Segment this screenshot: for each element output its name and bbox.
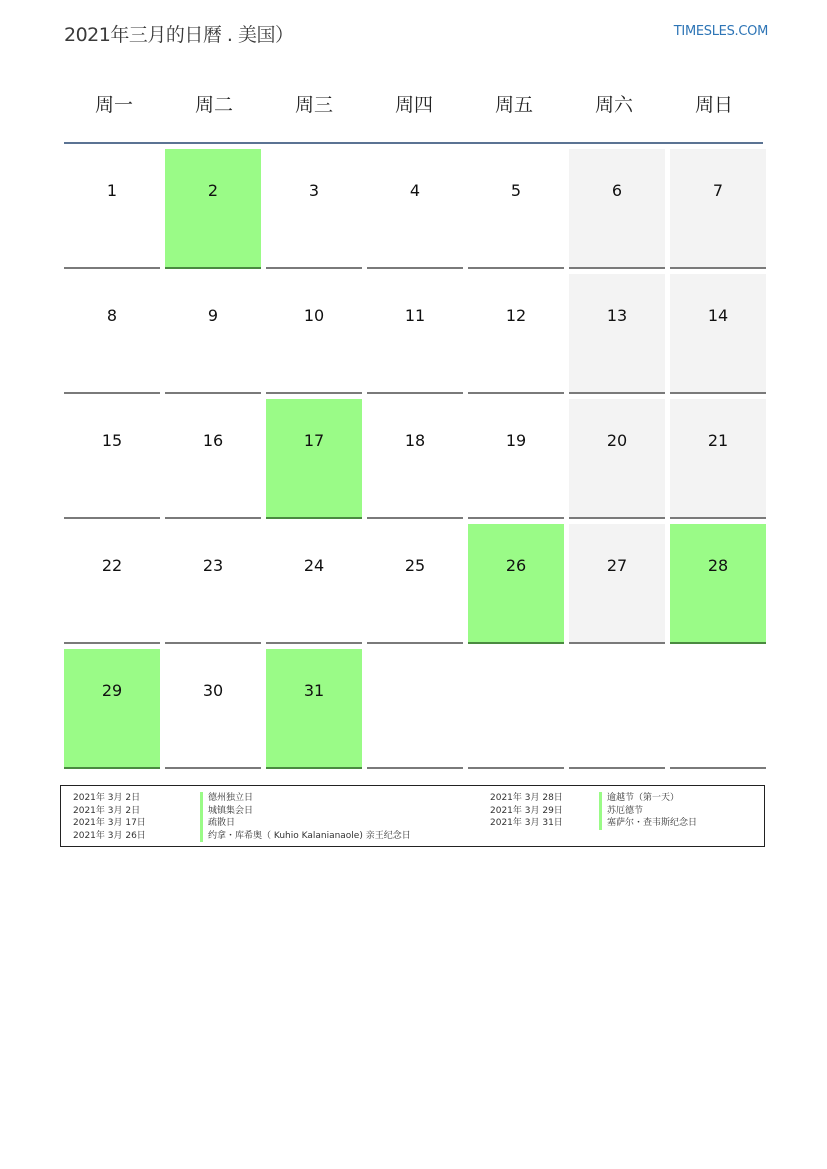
day-cell[interactable] (569, 399, 665, 519)
legend-holiday-name: 约拿・库希奥（ Kuhio Kalanianaole) 亲王纪念日 (200, 830, 411, 843)
day-number: 14 (707, 306, 729, 325)
day-number: 15 (101, 431, 123, 450)
day-cell (569, 649, 665, 769)
weekday-tue: 周二 (194, 94, 233, 116)
day-cell[interactable] (569, 149, 665, 269)
day-cell[interactable] (165, 524, 261, 644)
day-cell[interactable] (266, 274, 362, 394)
weekday-sun: 周日 (694, 94, 733, 116)
day-cell[interactable] (64, 524, 160, 644)
legend-date: 2021年 3月 2日 (73, 805, 141, 816)
day-cell[interactable] (367, 524, 463, 644)
day-number: 20 (606, 431, 628, 450)
day-cell[interactable] (468, 149, 564, 269)
day-number: 30 (202, 681, 224, 700)
weekday-thu: 周四 (394, 94, 433, 116)
weekday-fri: 周五 (494, 94, 533, 116)
day-cell[interactable] (367, 274, 463, 394)
day-cell[interactable] (468, 524, 564, 644)
legend-holiday-name: 城镇集会日 (200, 805, 253, 818)
legend-holiday-name: 疏散日 (200, 817, 235, 830)
day-number: 12 (505, 306, 527, 325)
weekday-header-row (64, 88, 764, 122)
day-cell[interactable] (64, 649, 160, 769)
day-number: 2 (207, 181, 219, 200)
day-cell[interactable] (670, 274, 766, 394)
day-number: 6 (611, 181, 623, 200)
day-number: 17 (303, 431, 325, 450)
day-cell[interactable] (64, 399, 160, 519)
legend-date: 2021年 3月 26日 (73, 830, 146, 841)
day-cell (468, 649, 564, 769)
day-number: 18 (404, 431, 426, 450)
day-number: 10 (303, 306, 325, 325)
day-cell[interactable] (266, 149, 362, 269)
day-cell[interactable] (266, 649, 362, 769)
day-number: 25 (404, 556, 426, 575)
day-number: 27 (606, 556, 628, 575)
day-cell[interactable] (266, 399, 362, 519)
day-number: 9 (207, 306, 219, 325)
day-cell[interactable] (266, 524, 362, 644)
day-cell[interactable] (468, 274, 564, 394)
day-cell (367, 649, 463, 769)
day-cell[interactable] (670, 524, 766, 644)
calendar-title: 2021年三月的日曆 . 美国） (64, 24, 294, 46)
day-cell[interactable] (468, 399, 564, 519)
legend-date: 2021年 3月 17日 (73, 818, 146, 828)
day-number: 22 (101, 556, 123, 575)
day-cell[interactable] (670, 399, 766, 519)
day-number: 8 (106, 306, 118, 325)
day-number: 1 (106, 181, 118, 200)
day-number: 13 (606, 306, 628, 325)
legend-date: 2021年 3月 29日 (490, 805, 563, 816)
day-cell (670, 649, 766, 769)
day-cell[interactable] (670, 149, 766, 269)
legend-date: 2021年 3月 31日 (490, 818, 563, 828)
day-number: 11 (404, 306, 426, 325)
day-number: 26 (505, 556, 527, 575)
day-number: 24 (303, 556, 325, 575)
day-cell[interactable] (569, 524, 665, 644)
day-number: 21 (707, 431, 729, 450)
day-cell[interactable] (64, 274, 160, 394)
weekday-sat: 周六 (594, 94, 633, 116)
day-cell[interactable] (165, 399, 261, 519)
day-cell[interactable] (165, 149, 261, 269)
brand-link[interactable]: TIMESLES.COM (673, 24, 768, 39)
day-cell[interactable] (569, 274, 665, 394)
legend-holiday-name: 塞萨尔・查韦斯纪念日 (599, 817, 697, 830)
calendar-grid (64, 149, 764, 769)
day-number: 28 (707, 556, 729, 575)
day-number: 3 (308, 181, 320, 200)
day-number: 5 (510, 181, 522, 200)
day-number: 19 (505, 431, 527, 450)
legend-date: 2021年 3月 2日 (73, 793, 141, 803)
holiday-legend (60, 785, 765, 847)
day-number: 23 (202, 556, 224, 575)
day-number: 29 (101, 681, 123, 700)
day-cell[interactable] (165, 274, 261, 394)
legend-holiday-name: 苏厄德节 (599, 805, 643, 818)
day-number: 31 (303, 681, 325, 700)
weekday-mon: 周一 (94, 94, 133, 116)
legend-holiday-name: 逾越节（第一天） (599, 792, 679, 805)
day-cell[interactable] (367, 149, 463, 269)
day-cell[interactable] (165, 649, 261, 769)
day-number: 7 (712, 181, 724, 200)
header-divider (64, 142, 763, 144)
weekday-wed: 周三 (294, 94, 333, 116)
day-number: 4 (409, 181, 421, 200)
day-cell[interactable] (367, 399, 463, 519)
day-cell[interactable] (64, 149, 160, 269)
day-number: 16 (202, 431, 224, 450)
legend-date: 2021年 3月 28日 (490, 793, 563, 803)
legend-holiday-name: 德州独立日 (200, 792, 253, 805)
